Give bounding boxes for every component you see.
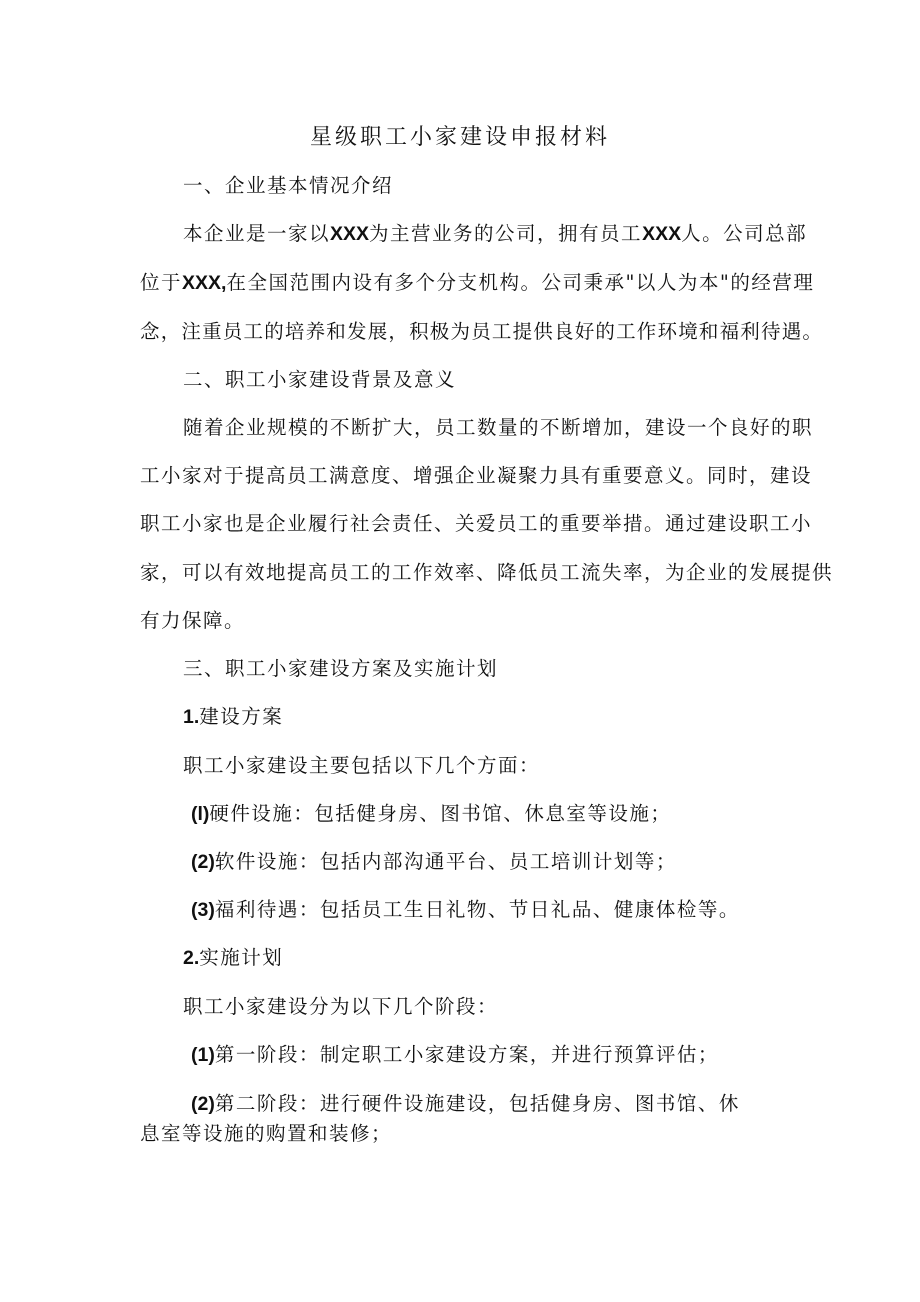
text-span: 软件设施：包括内部沟通平台、员工培训计划等； bbox=[214, 850, 677, 873]
text-span: 在全国范围内设有多个分支机构。公司秉承"以人为本"的经营理 bbox=[226, 271, 815, 294]
text-span: 位于 bbox=[140, 271, 183, 294]
list-number: (2) bbox=[191, 1093, 215, 1115]
list-number: (3) bbox=[191, 899, 215, 921]
section1-para-line2 bbox=[140, 269, 815, 297]
plan-intro: 职工小家建设主要包括以下几个方面： bbox=[183, 754, 541, 777]
text-span: 实施计划 bbox=[199, 946, 284, 969]
list-number: (1) bbox=[191, 1044, 215, 1066]
list-number: (2) bbox=[191, 851, 215, 873]
plan-item-2 bbox=[191, 848, 677, 876]
list-number: 1. bbox=[183, 706, 200, 728]
schedule-intro: 职工小家建设分为以下几个阶段： bbox=[183, 995, 499, 1018]
plan-item-1 bbox=[191, 800, 671, 828]
section2-para-line1: 随着企业规模的不断扩大，员工数量的不断增加，建设一个良好的职 bbox=[183, 416, 814, 439]
schedule-item-2-continued: 息室等设施的购置和装修； bbox=[140, 1122, 393, 1145]
text-span: 为主营业务的公司，拥有员工 bbox=[369, 222, 643, 245]
schedule-item-2 bbox=[191, 1090, 740, 1118]
section2-heading: 二、职工小家建设背景及意义 bbox=[183, 368, 457, 391]
text-span: 第一阶段：制定职工小家建设方案，并进行预算评估； bbox=[214, 1043, 719, 1066]
list-number: (l) bbox=[191, 803, 210, 825]
text-span: 人。公司总部 bbox=[681, 222, 808, 245]
plan-heading bbox=[183, 703, 283, 731]
text-span: 本企业是一家以 bbox=[183, 222, 331, 245]
plan-item-3 bbox=[191, 896, 740, 924]
schedule-heading bbox=[183, 944, 283, 972]
section2-para-line5: 有力保障。 bbox=[140, 609, 246, 632]
placeholder-xxx: XXX bbox=[330, 223, 370, 245]
text-span: 建设方案 bbox=[199, 705, 284, 728]
schedule-item-1 bbox=[191, 1041, 719, 1069]
section1-para-line1 bbox=[183, 220, 808, 248]
section2-para-line3: 职工小家也是企业履行社会责任、关爱员工的重要举措。通过建设职工小 bbox=[140, 512, 813, 535]
placeholder-xxx: XXX bbox=[642, 223, 682, 245]
section2-para-line4: 家，可以有效地提高员工的工作效率、降低员工流失率，为企业的发展提供 bbox=[140, 561, 834, 584]
text-span: 硬件设施：包括健身房、图书馆、休息室等设施； bbox=[209, 802, 672, 825]
placeholder-xxx: XXX, bbox=[182, 272, 227, 294]
section1-heading: 一、企业基本情况介绍 bbox=[183, 174, 394, 197]
list-number: 2. bbox=[183, 947, 200, 969]
text-span: 第二阶段：进行硬件设施建设，包括健身房、图书馆、休 bbox=[214, 1092, 740, 1115]
section3-heading: 三、职工小家建设方案及实施计划 bbox=[183, 657, 499, 680]
section1-para-line3: 念，注重员工的培养和发展，积极为员工提供良好的工作环境和福利待遇。 bbox=[140, 320, 824, 343]
document-title: 星级职工小家建设申报材料 bbox=[309, 125, 610, 150]
section2-para-line2: 工小家对于提高员工满意度、增强企业凝聚力具有重要意义。同时，建设 bbox=[140, 464, 813, 487]
text-span: 福利待遇：包括员工生日礼物、节日礼品、健康体检等。 bbox=[214, 898, 740, 921]
